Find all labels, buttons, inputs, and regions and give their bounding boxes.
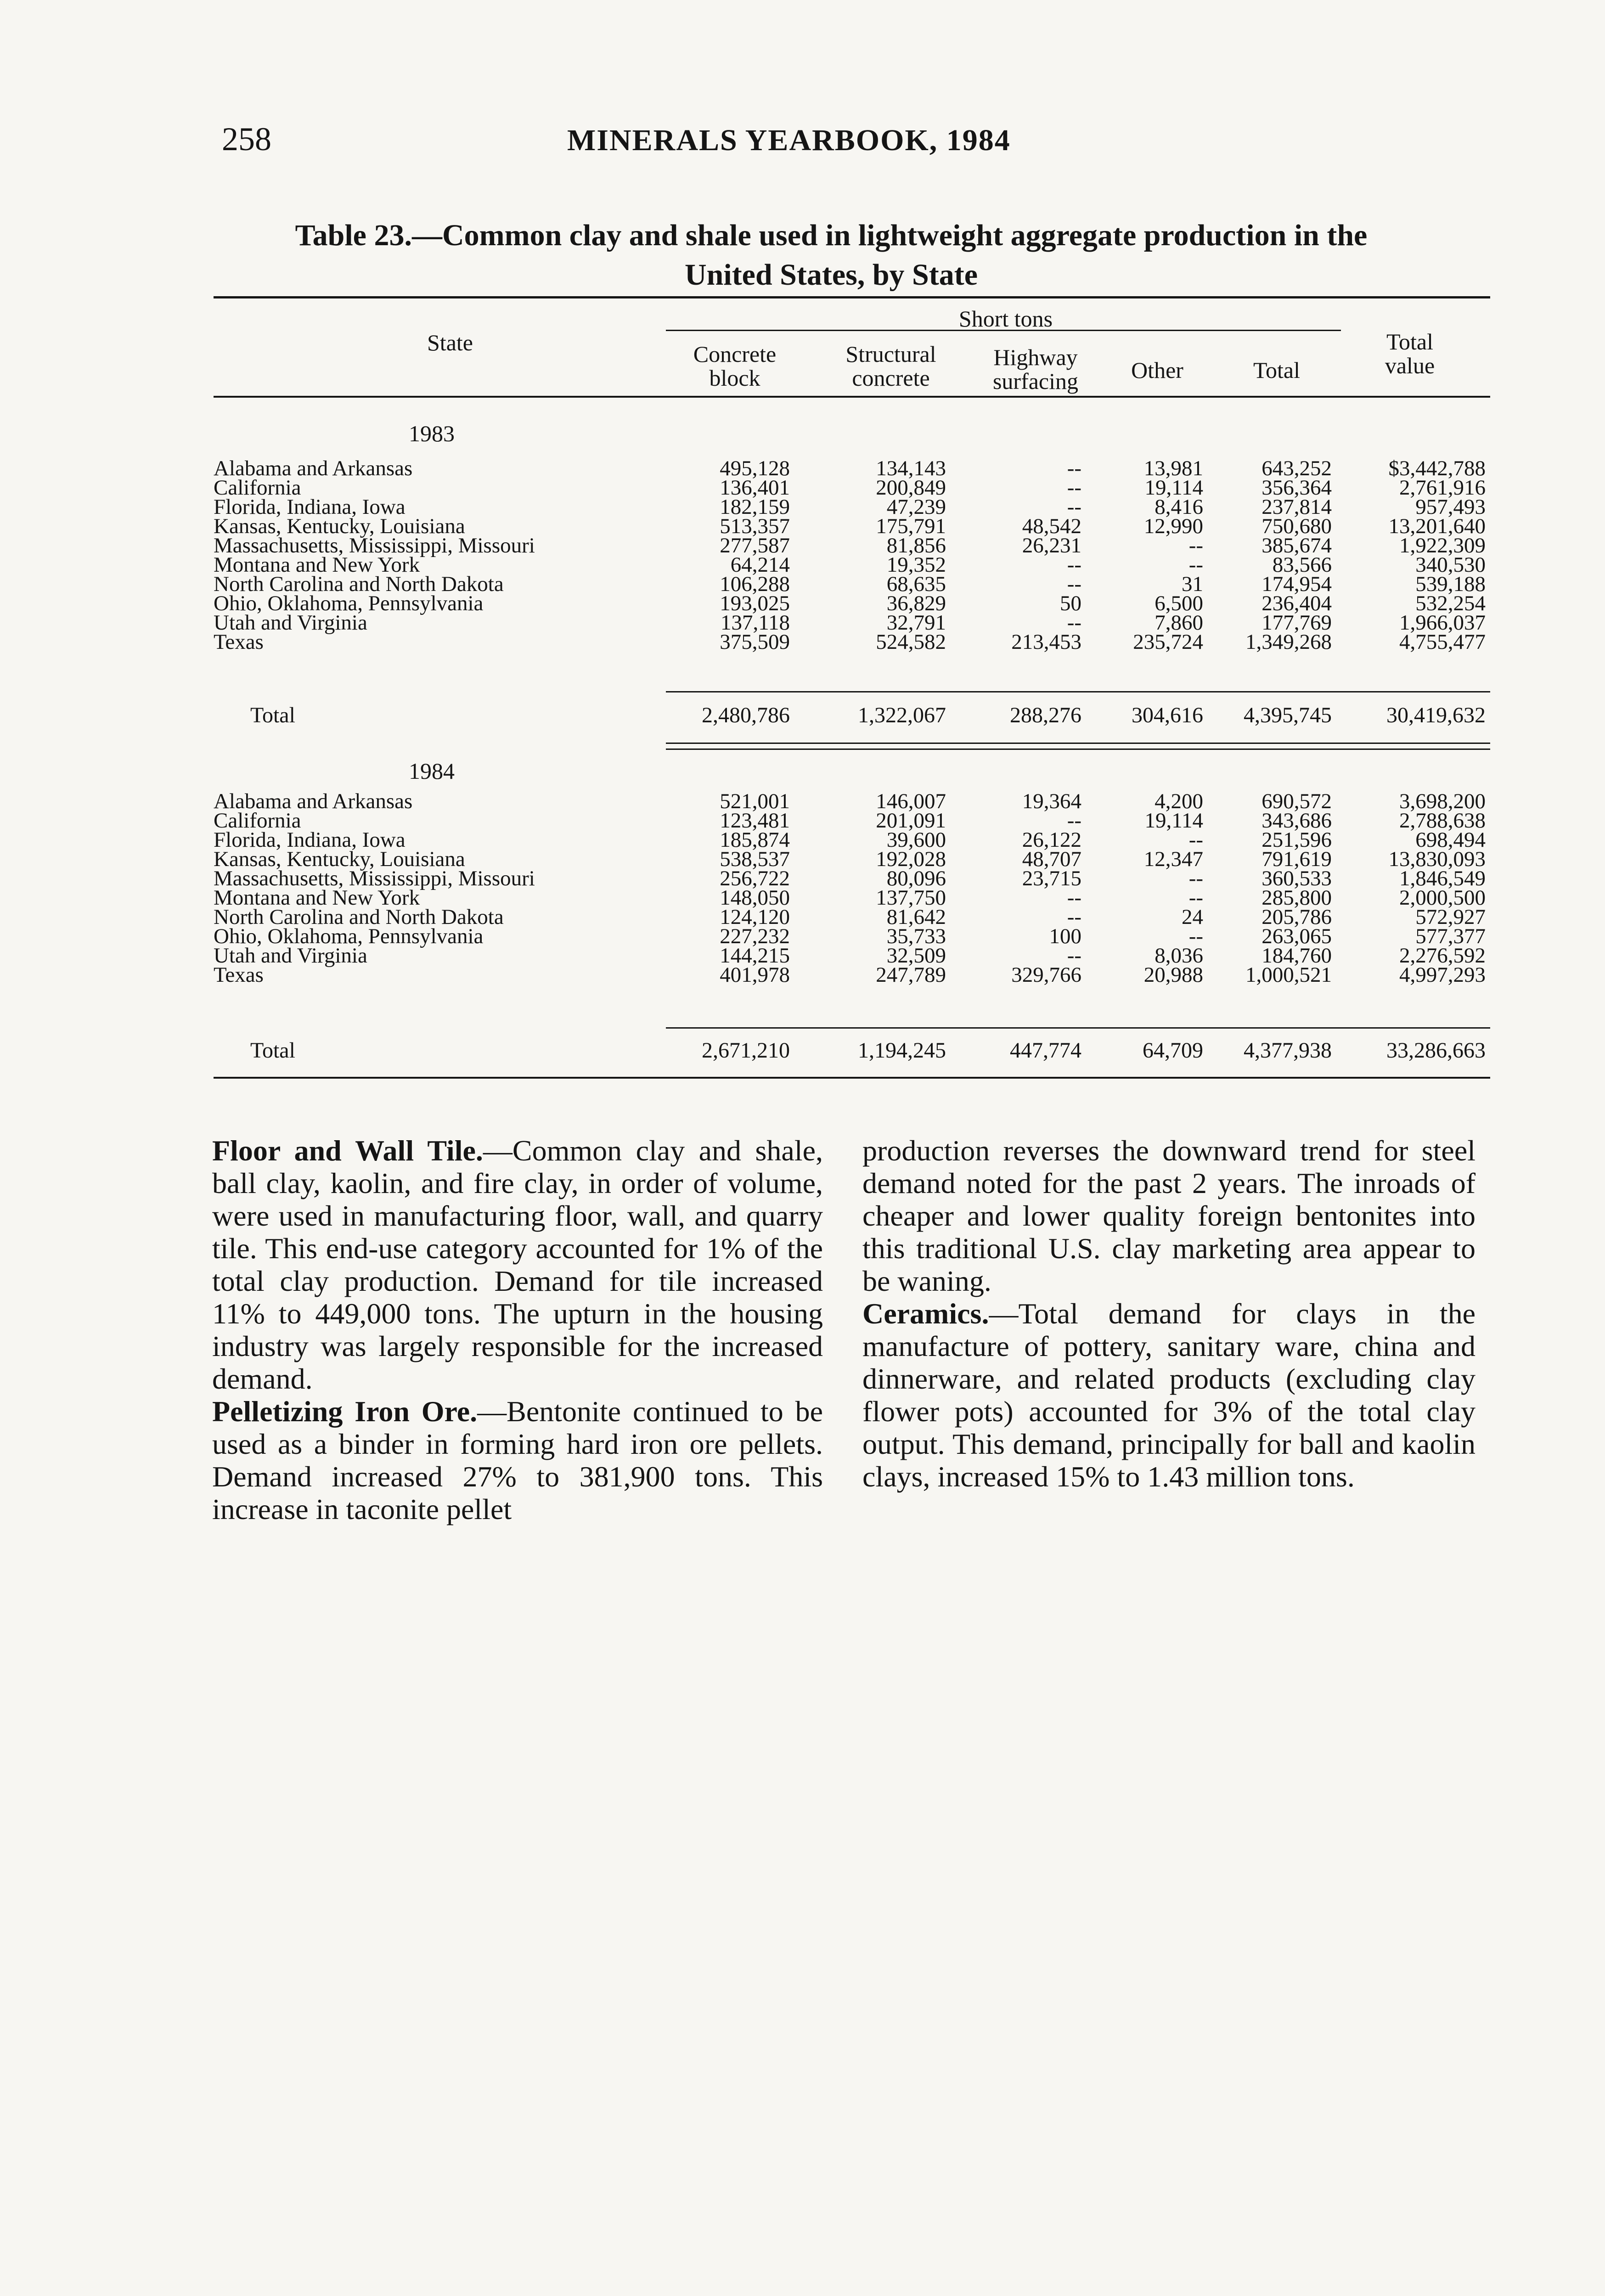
concrete-block-cell: 64,214 xyxy=(730,553,790,577)
value-cell: 2,761,916 xyxy=(1399,476,1486,500)
highway-cell: -- xyxy=(1067,809,1081,833)
highway-cell: -- xyxy=(1067,476,1081,500)
other-cell: -- xyxy=(1188,886,1203,910)
state-cell: Kansas, Kentucky, Louisiana xyxy=(214,847,465,871)
highway-cell: -- xyxy=(1067,456,1081,480)
state-cell: Alabama and Arkansas xyxy=(214,789,413,813)
other-cell: 12,990 xyxy=(1143,514,1203,538)
structural-cell: 1,194,245 xyxy=(858,1038,946,1063)
structural-cell: 247,789 xyxy=(876,963,946,987)
table-top-rule xyxy=(214,296,1490,298)
value-cell: 340,530 xyxy=(1415,553,1486,577)
table-row xyxy=(214,924,1490,946)
table-row xyxy=(214,827,1490,850)
total-cell: 251,596 xyxy=(1261,828,1332,852)
highway-cell: 329,766 xyxy=(1011,963,1081,987)
structural-cell: 19,352 xyxy=(886,553,946,577)
total-cell: 343,686 xyxy=(1261,809,1332,833)
structural-cell: 1,322,067 xyxy=(858,703,946,727)
structural-cell: 81,856 xyxy=(886,534,946,557)
highway-cell: 288,276 xyxy=(1010,703,1081,727)
highway-cell: 213,453 xyxy=(1011,630,1081,654)
state-cell: California xyxy=(214,476,301,500)
concrete-block-cell: 2,480,786 xyxy=(702,703,790,727)
highway-cell: -- xyxy=(1067,944,1081,968)
value-cell: 957,493 xyxy=(1415,495,1486,519)
left-column xyxy=(212,1134,823,1525)
header-structural-concrete: Structural concrete xyxy=(845,341,936,391)
value-cell: 33,286,663 xyxy=(1386,1038,1486,1063)
state-cell: California xyxy=(214,809,301,833)
header-highway-surfacing: Highway surfacing xyxy=(992,344,1079,394)
table-row xyxy=(214,533,1490,555)
table-row xyxy=(214,943,1490,968)
total-cell: 4,377,938 xyxy=(1244,1038,1332,1063)
total-cell: 83,566 xyxy=(1272,553,1332,577)
value-cell: 4,755,477 xyxy=(1399,630,1486,654)
table-row xyxy=(214,456,1490,478)
table-row xyxy=(214,962,1490,985)
value-cell: 577,377 xyxy=(1415,924,1486,948)
concrete-block-cell: 401,978 xyxy=(720,963,790,987)
total-1983-rule-top xyxy=(666,691,1490,692)
value-cell: 1,922,309 xyxy=(1399,534,1486,557)
table-row xyxy=(214,591,1490,613)
concrete-block-cell: 277,587 xyxy=(720,534,790,557)
total-cell: 385,674 xyxy=(1261,534,1332,557)
state-cell: Montana and New York xyxy=(214,886,420,910)
structural-cell: 137,750 xyxy=(876,886,946,910)
value-cell: 698,494 xyxy=(1415,828,1486,852)
total-cell: 356,364 xyxy=(1261,476,1332,500)
table-row xyxy=(214,866,1490,888)
concrete-block-cell: 123,481 xyxy=(720,809,790,833)
structural-cell: 80,096 xyxy=(886,867,946,890)
value-cell: 539,188 xyxy=(1415,572,1486,596)
total-cell: 205,786 xyxy=(1261,905,1332,929)
structural-cell: 36,829 xyxy=(886,591,946,615)
total-cell: 237,814 xyxy=(1261,495,1332,519)
structural-cell: 524,582 xyxy=(876,630,946,654)
other-cell: 8,036 xyxy=(1154,944,1203,968)
state-cell: Montana and New York xyxy=(214,553,420,577)
total-cell: 285,800 xyxy=(1261,886,1332,910)
concrete-block-cell: 256,722 xyxy=(720,867,790,890)
state-cell: Florida, Indiana, Iowa xyxy=(214,495,405,519)
right-column xyxy=(862,1134,1475,1493)
concrete-block-cell: 521,001 xyxy=(720,789,790,813)
other-cell: 19,114 xyxy=(1144,809,1203,833)
table-row xyxy=(214,630,1490,652)
section-year-1984: 1984 xyxy=(409,758,455,784)
structural-cell: 200,849 xyxy=(876,476,946,500)
highway-cell: 26,122 xyxy=(1022,828,1081,852)
concrete-block-cell: 227,232 xyxy=(720,924,790,948)
value-cell: 2,276,592 xyxy=(1399,944,1486,968)
total-cell: 360,533 xyxy=(1261,867,1332,890)
state-cell: North Carolina and North Dakota xyxy=(214,572,504,596)
other-cell: 8,416 xyxy=(1154,495,1203,519)
paragraph-continuation: production reverses the downward trend for steel demand noted for the past 2 years. The inroads of cheaper and lower quality foreign bentonites into this traditional U.S. clay marketing area appear to be waning. xyxy=(862,1134,1475,1297)
table-caption xyxy=(216,216,1447,295)
highway-cell: -- xyxy=(1067,553,1081,577)
total-cell: 174,954 xyxy=(1261,572,1332,596)
other-cell: -- xyxy=(1188,828,1203,852)
other-cell: 31 xyxy=(1182,572,1203,596)
concrete-block-cell: 137,118 xyxy=(720,611,790,635)
concrete-block-cell: 185,874 xyxy=(720,828,790,852)
table-row xyxy=(214,552,1490,577)
other-cell: -- xyxy=(1188,534,1203,557)
state-cell: Ohio, Oklahoma, Pennsylvania xyxy=(214,924,484,948)
other-cell: 19,114 xyxy=(1144,476,1203,500)
other-cell: 6,500 xyxy=(1154,591,1203,615)
state-cell: Utah and Virginia xyxy=(214,944,367,968)
table-row xyxy=(214,808,1490,833)
header-total: Total xyxy=(1253,357,1301,383)
section-year-1983: 1983 xyxy=(409,421,455,446)
table-total-row xyxy=(214,703,1490,725)
concrete-block-cell: 148,050 xyxy=(720,886,790,910)
structural-cell: 146,007 xyxy=(876,789,946,813)
paragraph-heading: Floor and Wall Tile. xyxy=(212,1134,483,1167)
other-cell: 20,988 xyxy=(1143,963,1203,987)
concrete-block-cell: 106,288 xyxy=(720,572,790,596)
structural-cell: 68,635 xyxy=(886,572,946,596)
concrete-block-cell: 193,025 xyxy=(720,591,790,615)
concrete-block-cell: 2,671,210 xyxy=(702,1038,790,1063)
other-cell: -- xyxy=(1188,867,1203,890)
concrete-block-cell: 136,401 xyxy=(720,476,790,500)
other-cell: 235,724 xyxy=(1133,630,1203,654)
concrete-block-cell: 513,357 xyxy=(720,514,790,538)
highway-cell: 26,231 xyxy=(1022,534,1081,557)
concrete-block-cell: 375,509 xyxy=(720,630,790,654)
total-cell: 791,619 xyxy=(1261,847,1332,871)
state-cell: Texas xyxy=(214,963,264,987)
other-cell: 24 xyxy=(1182,905,1203,929)
highway-cell: -- xyxy=(1067,572,1081,596)
table-row xyxy=(214,475,1490,500)
page-number: 258 xyxy=(222,121,271,158)
section-divider-rule-b xyxy=(666,748,1490,750)
paragraph-ceramics: Ceramics.—Total demand for clays in the manufacture of pottery, sanitary ware, china and dinnerware, and related products (excluding clay flower pots) accounted for 3% of the total clay output. This demand, principally for ball and kaolin clays, increased 15% to 1.43 million tons. xyxy=(862,1297,1475,1493)
table-row xyxy=(214,885,1490,910)
total-cell: 643,252 xyxy=(1261,456,1332,480)
state-cell: Utah and Virginia xyxy=(214,611,367,635)
state-cell: Alabama and Arkansas xyxy=(214,456,413,480)
total-cell: 1,349,268 xyxy=(1245,630,1332,654)
value-cell: 2,788,638 xyxy=(1399,809,1486,833)
concrete-block-cell: 495,128 xyxy=(720,456,790,480)
highway-cell: 447,774 xyxy=(1010,1038,1081,1063)
other-cell: -- xyxy=(1188,553,1203,577)
other-cell: 64,709 xyxy=(1143,1038,1203,1063)
table-total-row xyxy=(214,1038,1490,1063)
table-bottom-rule xyxy=(214,1077,1490,1079)
header-concrete-block: Concrete block xyxy=(693,341,777,391)
table-row xyxy=(214,495,1490,517)
value-cell: 572,927 xyxy=(1415,905,1486,929)
highway-cell: 19,364 xyxy=(1022,789,1081,813)
highway-cell: -- xyxy=(1067,611,1081,635)
structural-cell: 175,791 xyxy=(876,514,946,538)
header-short-tons: Short tons xyxy=(958,306,1053,332)
state-cell: Total xyxy=(250,1038,295,1063)
total-1984-rule-top xyxy=(666,1027,1490,1029)
total-cell: 4,395,745 xyxy=(1244,703,1332,727)
table-row xyxy=(214,847,1490,869)
paragraph-pelletizing-iron-ore: Pelletizing Iron Ore.—Bentonite continued to be used as a binder in forming hard iron ore pellets. Demand increased 27% to 381,900 tons. This increase in taconite pellet xyxy=(212,1395,823,1525)
highway-cell: 23,715 xyxy=(1022,867,1081,890)
other-cell: 4,200 xyxy=(1154,789,1203,813)
table-row xyxy=(214,905,1490,927)
highway-cell: 48,542 xyxy=(1022,514,1081,538)
total-cell: 750,680 xyxy=(1261,514,1332,538)
structural-cell: 32,791 xyxy=(886,611,946,635)
value-cell: $3,442,788 xyxy=(1388,456,1486,480)
state-cell: Florida, Indiana, Iowa xyxy=(214,828,405,852)
header-state: State xyxy=(427,330,473,355)
other-cell: 304,616 xyxy=(1132,703,1203,727)
highway-cell: -- xyxy=(1067,886,1081,910)
structural-cell: 35,733 xyxy=(886,924,946,948)
value-cell: 2,000,500 xyxy=(1399,886,1486,910)
structural-cell: 39,600 xyxy=(886,828,946,852)
paragraph-heading: Ceramics. xyxy=(862,1297,989,1330)
table-row xyxy=(214,789,1490,811)
structural-cell: 47,239 xyxy=(886,495,946,519)
value-cell: 532,254 xyxy=(1415,591,1486,615)
concrete-block-cell: 182,159 xyxy=(720,495,790,519)
state-cell: Total xyxy=(250,703,295,727)
table-caption-line-1: Table 23.—Common clay and shale used in lightweight aggregate production in the xyxy=(295,219,1368,252)
state-cell: Kansas, Kentucky, Louisiana xyxy=(214,514,465,538)
header-total-value: Total value xyxy=(1385,329,1435,378)
highway-cell: -- xyxy=(1067,495,1081,519)
total-cell: 177,769 xyxy=(1261,611,1332,635)
state-cell: Ohio, Oklahoma, Pennsylvania xyxy=(214,591,484,615)
value-cell: 13,830,093 xyxy=(1388,847,1486,871)
table-row xyxy=(214,572,1490,594)
other-cell: 7,860 xyxy=(1154,611,1203,635)
structural-cell: 134,143 xyxy=(876,456,946,480)
concrete-block-cell: 538,537 xyxy=(720,847,790,871)
structural-cell: 32,509 xyxy=(886,944,946,968)
state-cell: North Carolina and North Dakota xyxy=(214,905,504,929)
value-cell: 30,419,632 xyxy=(1386,703,1486,727)
table-caption-line-2: United States, by State xyxy=(685,258,978,292)
structural-cell: 81,642 xyxy=(886,905,946,929)
total-cell: 184,760 xyxy=(1261,944,1332,968)
value-cell: 3,698,200 xyxy=(1399,789,1486,813)
value-cell: 1,846,549 xyxy=(1399,867,1486,890)
highway-cell: 100 xyxy=(1049,924,1081,948)
other-cell: -- xyxy=(1188,924,1203,948)
paragraph-heading: Pelletizing Iron Ore. xyxy=(212,1395,478,1428)
concrete-block-cell: 124,120 xyxy=(720,905,790,929)
header-bottom-rule xyxy=(214,396,1490,398)
highway-cell: 50 xyxy=(1060,591,1081,615)
highway-cell: -- xyxy=(1067,905,1081,929)
other-cell: 12,347 xyxy=(1143,847,1203,871)
structural-cell: 192,028 xyxy=(876,847,946,871)
state-cell: Texas xyxy=(214,630,264,654)
running-head: MINERALS YEARBOOK, 1984 xyxy=(567,124,1011,157)
total-cell: 236,404 xyxy=(1261,591,1332,615)
table-row xyxy=(214,514,1490,536)
paragraph-floor-wall-tile: Floor and Wall Tile.—Common clay and shale, ball clay, kaolin, and fire clay, in order of volume, were used in manufacturing floor, wall, and quarry tile. This end-use category accounted for 1% of the total clay production. Demand for tile increased 11% to 449,000 tons. The upturn in the housing industry was largely responsible for the increased demand. xyxy=(212,1134,823,1395)
highway-cell: 48,707 xyxy=(1022,847,1081,871)
table-row xyxy=(214,610,1490,635)
section-divider-rule-a xyxy=(666,743,1490,744)
structural-cell: 201,091 xyxy=(876,809,946,833)
value-cell: 1,966,037 xyxy=(1399,611,1486,635)
total-cell: 263,065 xyxy=(1261,924,1332,948)
total-cell: 1,000,521 xyxy=(1245,963,1332,987)
value-cell: 13,201,640 xyxy=(1388,514,1486,538)
other-cell: 13,981 xyxy=(1143,456,1203,480)
concrete-block-cell: 144,215 xyxy=(720,944,790,968)
total-cell: 690,572 xyxy=(1261,789,1332,813)
value-cell: 4,997,293 xyxy=(1399,963,1486,987)
state-cell: Massachusetts, Mississippi, Missouri xyxy=(214,534,535,557)
header-other: Other xyxy=(1131,357,1183,383)
state-cell: Massachusetts, Mississippi, Missouri xyxy=(214,867,535,890)
